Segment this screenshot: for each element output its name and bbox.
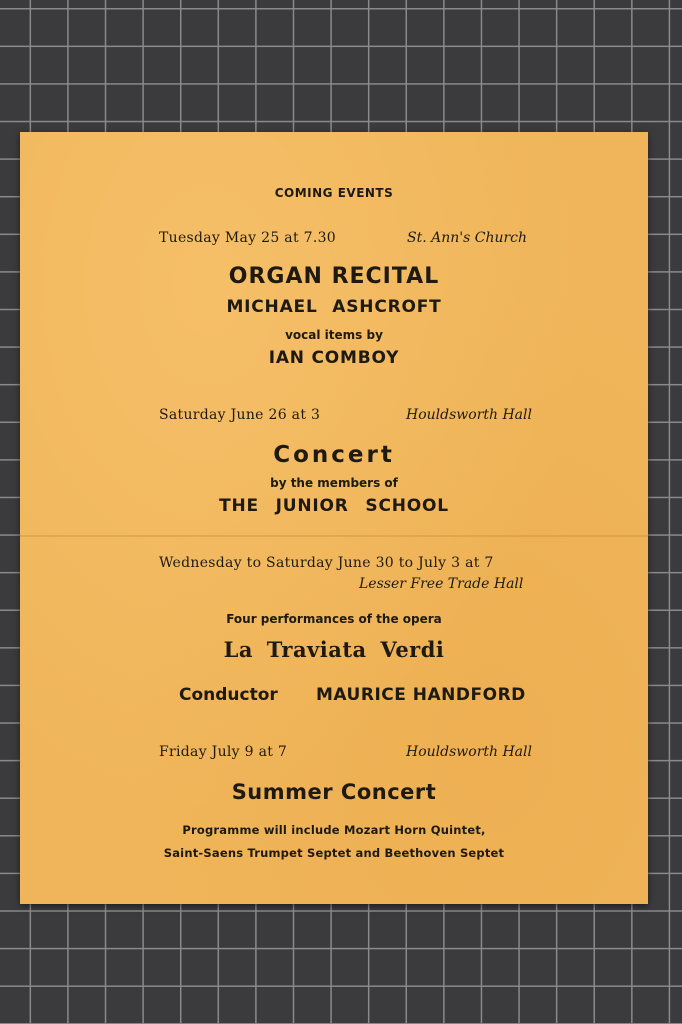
event-4-title: Summer Concert	[231, 780, 437, 804]
event-flyer	[20, 132, 648, 904]
event-1-performer: MICHAEL ASHCROFT	[226, 297, 442, 317]
event-3-conductor-label: Conductor	[179, 685, 278, 705]
event-4-venue: Houldsworth Hall	[406, 744, 532, 760]
event-2-date: Saturday June 26 at 3	[159, 407, 321, 423]
event-3-venue: Lesser Free Trade Hall	[359, 576, 524, 592]
event-2-venue: Houldsworth Hall	[406, 407, 532, 423]
event-1-title: ORGAN RECITAL	[228, 264, 440, 289]
event-4-programme-line-1: Programme will include Mozart Horn Quintet,	[182, 823, 486, 837]
event-3-conductor-name: MAURICE HANDFORD	[316, 685, 526, 705]
event-3-title: La Traviata Verdi	[223, 637, 445, 662]
event-2-note: by the members of	[270, 476, 398, 490]
event-1-guest: IAN COMBOY	[268, 348, 400, 368]
paper-fold-crease	[20, 535, 648, 537]
coming-events-heading: COMING EVENTS	[274, 186, 394, 200]
event-3-date: Wednesday to Saturday June 30 to July 3 at 7	[159, 555, 494, 571]
event-4-programme-line-2: Saint-Saens Trumpet Septet and Beethoven Septet	[163, 846, 505, 860]
event-2-title: Concert	[273, 442, 395, 468]
event-1-date: Tuesday May 25 at 7.30	[159, 230, 336, 246]
event-4-date: Friday July 9 at 7	[159, 744, 288, 760]
event-2-performer: THE JUNIOR SCHOOL	[219, 496, 449, 516]
event-1-venue: St. Ann's Church	[407, 230, 528, 246]
event-3-note: Four performances of the opera	[226, 612, 442, 626]
event-1-note: vocal items by	[285, 328, 383, 342]
